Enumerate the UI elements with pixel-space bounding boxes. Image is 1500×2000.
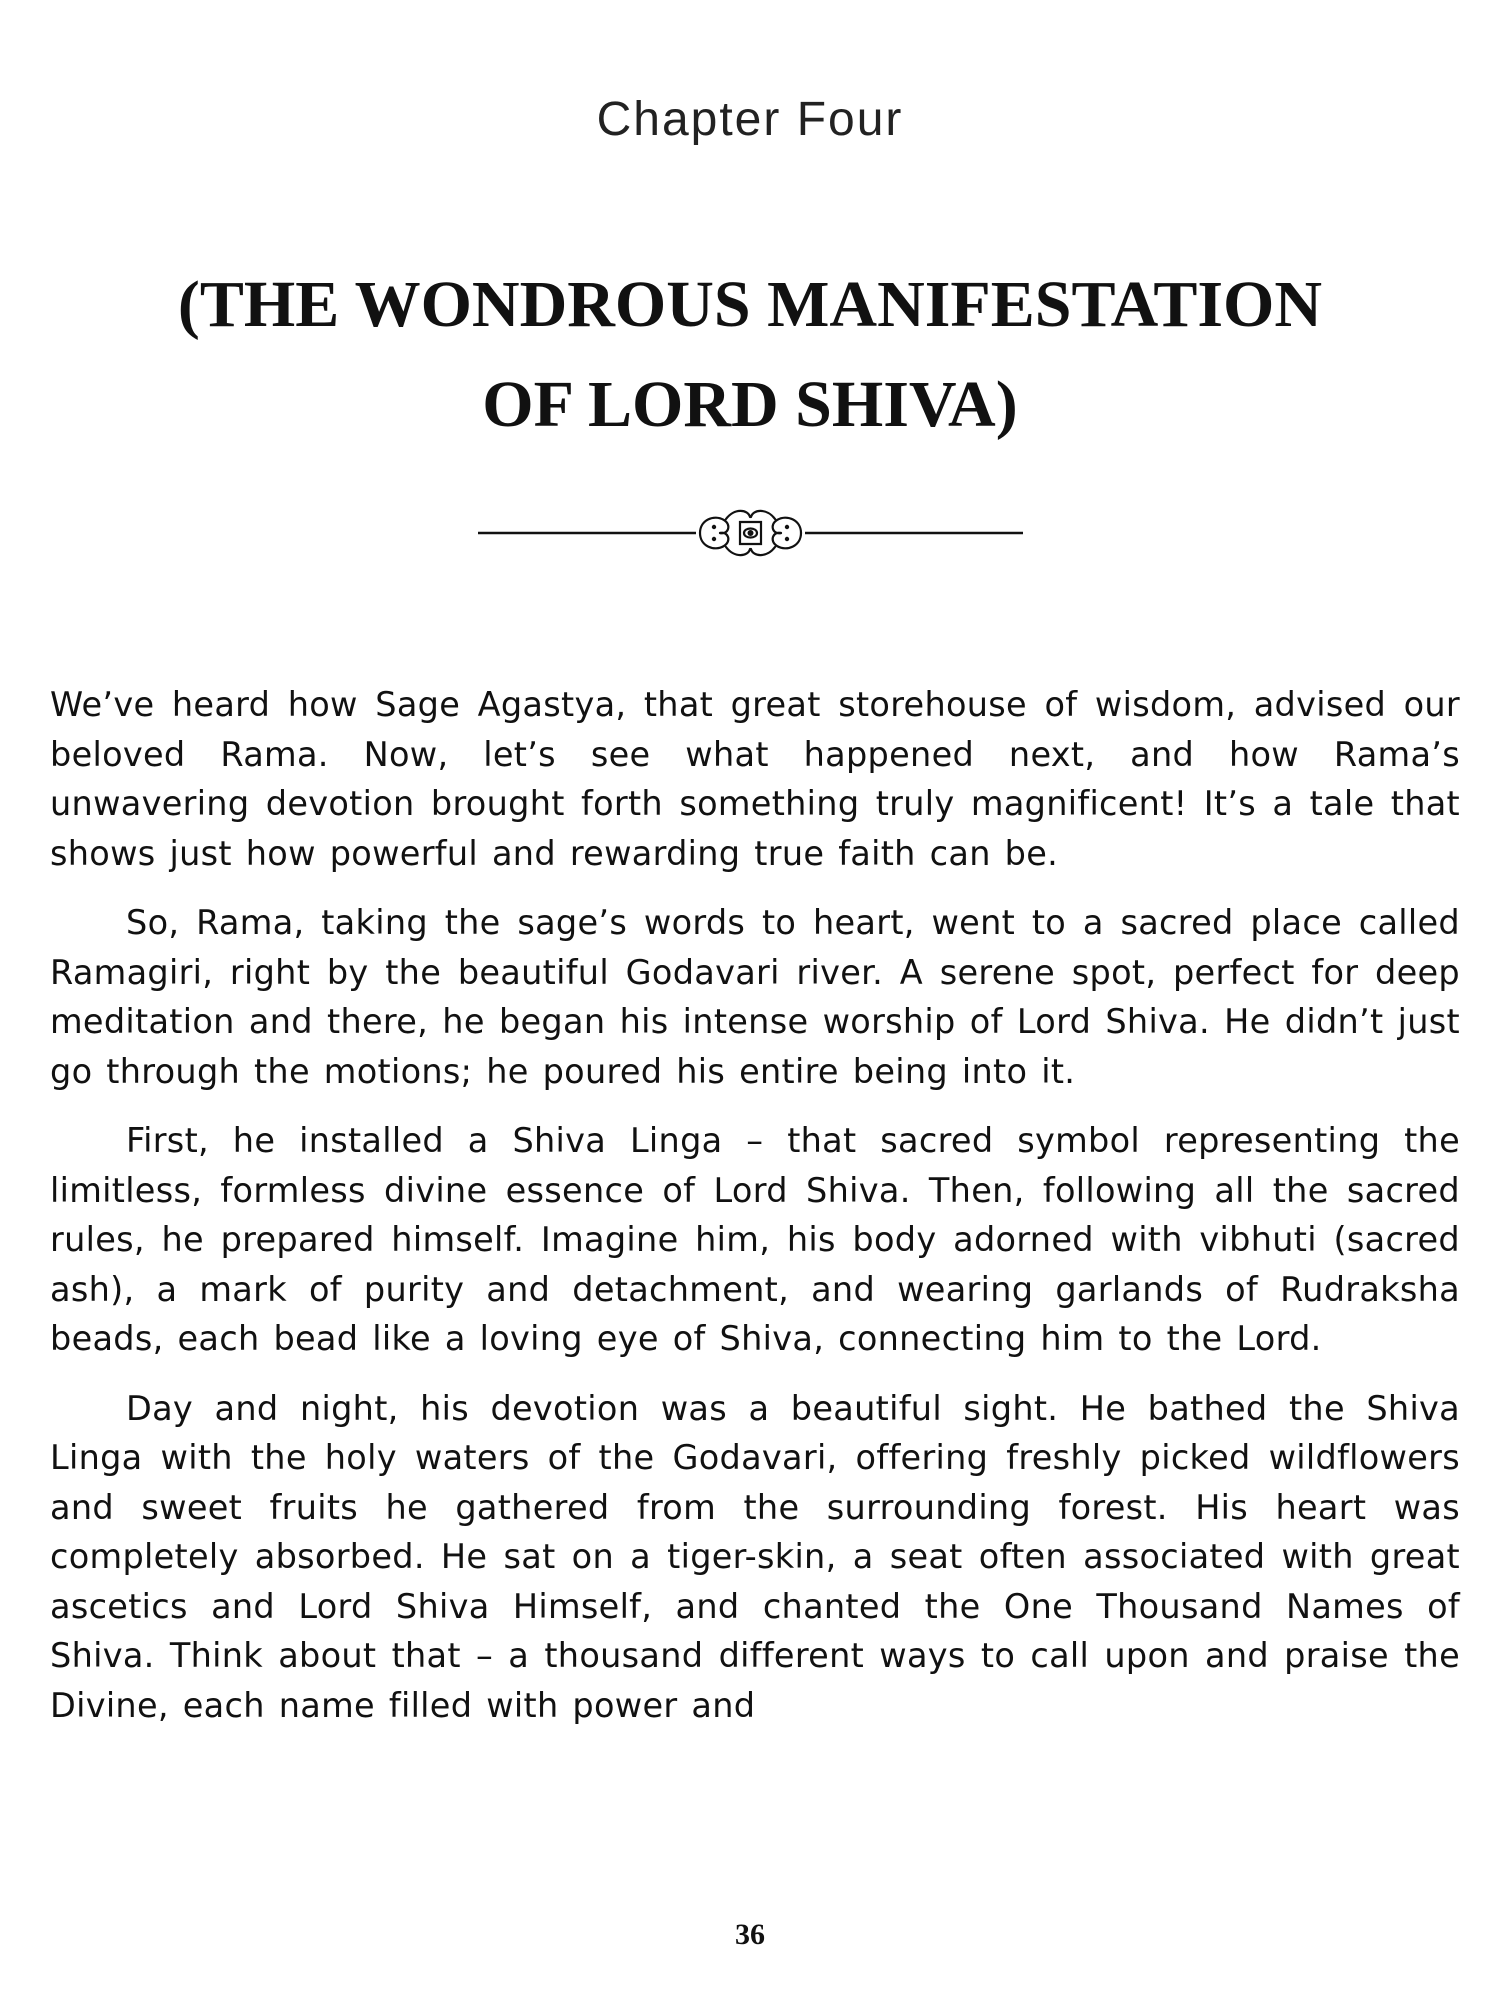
chapter-body <box>50 680 1460 1750</box>
paragraph: First, he installed a Shiva Linga – that sacred symbol representing the limitless, formless divine essence of Lord Shiva. Then, following all the sacred rules, he prepared himself. Imagine him, his body adorned with vibhuti (sacred ash), a mark of purity and detachment, and wearing garlands of Rudraksha beads, each bead like a loving eye of Shiva, connecting him to the Lord. <box>50 1121 1460 1358</box>
paragraph: So, Rama, taking the sage’s words to heart, went to a sacred place called Ramagiri, right by the beautiful Godavari river. A serene spot, perfect for deep meditation and there, he began his intense worship of Lord Shiva. He didn’t just go through the motions; he poured his entire being into it. <box>50 903 1460 1091</box>
chapter-title-line-2: OF LORD SHIVA) <box>482 368 1018 441</box>
chapter-title-line-1: (THE WONDROUS MANIFESTATION <box>177 268 1323 341</box>
chapter-title <box>120 255 1380 455</box>
paragraph: We’ve heard how Sage Agastya, that great storehouse of wisdom, advised our beloved Rama. Now, let’s see what happened next, and how Rama’s unwavering devotion brought forth something truly magnificent! It’s a tale that shows just how powerful and rewarding true faith can be. <box>50 685 1460 873</box>
page-number: 36 <box>735 1918 765 1951</box>
paragraph: Day and night, his devotion was a beautiful sight. He bathed the Shiva Linga with the holy waters of the Godavari, offering freshly picked wildflowers and sweet fruits he gathered from the surrounding forest. His heart was completely absorbed. He sat on a tiger-skin, a seat often associated with great ascetics and Lord Shiva Himself, and chanted the One Thousand Names of Shiva. Think about that – a thousand different ways to call upon and praise the Divine, each name filled with power and <box>50 1388 1460 1725</box>
scroll-divider-icon <box>478 500 1023 570</box>
chapter-label: Chapter Four <box>596 93 904 146</box>
